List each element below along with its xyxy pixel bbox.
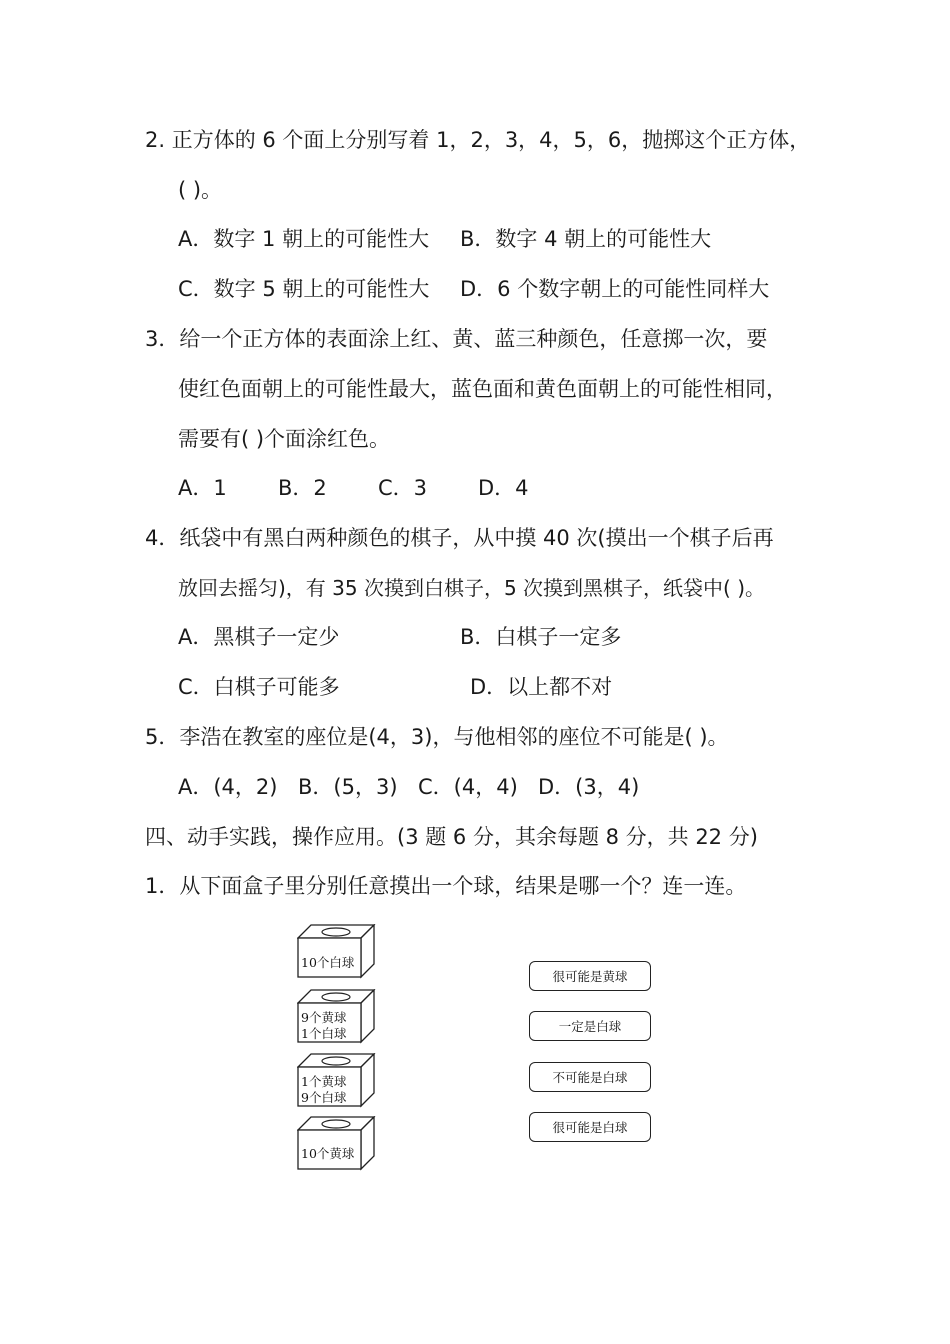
ball-box-3 (297, 1053, 377, 1109)
q5-stem-line1: 5．李浩在教室的座位是(4，3)，与他相邻的座位不可能是( )。 (145, 725, 729, 749)
q4-option-c: C．白棋子可能多 (178, 675, 340, 699)
box-2-line1: 9个黄球 (301, 1010, 347, 1025)
q4-stem-line1: 4．纸袋中有黑白两种颜色的棋子，从中摸 40 次(摸出一个棋子后再 (145, 526, 774, 550)
q3-option-a: A．1 (178, 476, 227, 500)
result-label-2[interactable] (529, 1011, 651, 1041)
q4-option-a: A．黑棋子一定少 (178, 625, 340, 649)
box-1-line1: 10个白球 (301, 955, 355, 970)
ball-box-1 (297, 924, 377, 980)
result-label-4[interactable] (529, 1112, 651, 1142)
q3-option-c: C．3 (378, 476, 428, 500)
ball-box-2 (297, 989, 377, 1045)
section4-heading: 四、动手实践，操作应用。(3 题 6 分，其余每题 8 分，共 22 分) (145, 825, 758, 849)
q3-stem-line1: 3．给一个正方体的表面涂上红、黄、蓝三种颜色，任意掷一次，要 (145, 327, 768, 351)
q3-option-b: B．2 (278, 476, 327, 500)
q3-stem-line2: 使红色面朝上的可能性最大，蓝色面和黄色面朝上的可能性相同， (178, 377, 787, 401)
q5-option-b: B．(5，3) (298, 775, 398, 799)
q3-option-d: D．4 (478, 476, 529, 500)
box-2-line2: 1个白球 (301, 1026, 347, 1041)
box-1-drawing (297, 924, 377, 980)
q2-option-b: B．数字 4 朝上的可能性大 (460, 227, 712, 251)
box-4-drawing (297, 1116, 377, 1172)
result-label-3-text: 不可能是白球 (552, 1070, 628, 1085)
q4-option-d: D．以上都不对 (470, 675, 613, 699)
result-label-3[interactable] (529, 1062, 651, 1092)
section4-q1-stem: 1．从下面盒子里分别任意摸出一个球，结果是哪一个？连一连。 (145, 874, 747, 898)
q4-stem-line2: 放回去摇匀)，有 35 次摸到白棋子，5 次摸到黑棋子，纸袋中( )。 (178, 576, 766, 600)
q2-stem-line2: ( )。 (178, 178, 223, 202)
box-3-line1: 1个黄球 (301, 1074, 347, 1089)
q2-option-a: A．数字 1 朝上的可能性大 (178, 227, 430, 251)
ball-box-4 (297, 1116, 377, 1172)
q5-option-d: D．(3，4) (538, 775, 640, 799)
q2-stem-line1: 2. 正方体的 6 个面上分别写着 1，2，3，4，5，6，抛掷这个正方体， (145, 128, 811, 152)
q4-option-b: B．白棋子一定多 (460, 625, 622, 649)
q5-option-c: C．(4，4) (418, 775, 518, 799)
box-3-line2: 9个白球 (301, 1090, 347, 1105)
q2-option-d: D．6 个数字朝上的可能性同样大 (460, 277, 770, 301)
result-label-1[interactable] (529, 961, 651, 991)
q3-stem-line3: 需要有( )个面涂红色。 (178, 427, 391, 451)
q5-option-a: A．(4，2) (178, 775, 278, 799)
q2-option-c: C．数字 5 朝上的可能性大 (178, 277, 430, 301)
result-label-2-text: 一定是白球 (558, 1019, 622, 1034)
result-label-1-text: 很可能是黄球 (552, 969, 628, 984)
result-label-4-text: 很可能是白球 (552, 1120, 628, 1135)
box-4-line1: 10个黄球 (301, 1146, 355, 1161)
